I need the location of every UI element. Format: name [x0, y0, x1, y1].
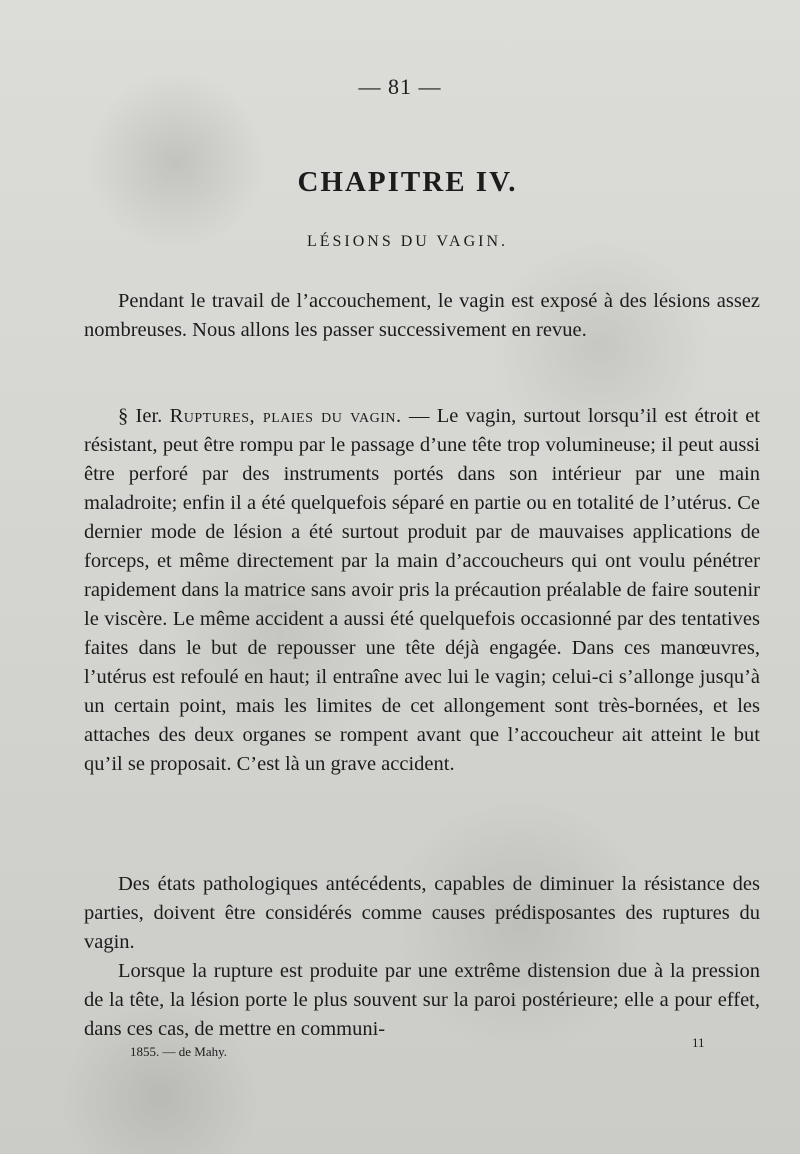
paragraph-2-body: — Le vagin, surtout lorsqu’il est étroit et résistant, peut être rompu par le passage d’une tête trop volumineuse; il peut aussi être perforé par des instruments portés dans son intérieur par une main maladroite; enfin il a été quelquefois séparé en partie ou en totalité de l’utérus. Ce dernier mode de lésion a été surtout produit par de mauvaises applications de forceps, et même directement par la main d’accoucheurs qui ont voulu pénétrer rapidement dans la matrice sans avoir pris la précaution préalable de faire soutenir le viscère. Le même accident a aussi été quelquefois occasionné par des tentatives faites dans le but de repousser une tête déjà engagée. Dans ces manœuvres, l’utérus est refoulé en haut; il entraîne avec lui le vagin; celui-ci s’allonge jusqu’à un certain point, mais les limites de cet allongement sont très-bornées, et les attaches des deux organes se rompent avant que l’accoucheur ait atteint le but qu’il se proposait. C’est là un grave accident.: [84, 405, 760, 775]
page-number: — 81 —: [358, 74, 442, 99]
paragraph-3: [84, 870, 760, 957]
paragraph-3-text: Des états pathologiques antécédents, capables de diminuer la résistance des parties, doivent être considérés comme causes prédisposantes des ruptures du vagin.: [84, 873, 760, 953]
paragraph-4: [84, 957, 760, 1044]
paragraph-2: [84, 402, 760, 779]
section-title: LÉSIONS DU VAGIN.: [306, 233, 509, 250]
paragraph-1-text: Pendant le travail de l’accouchement, le vagin est exposé à des lésions assez nombreuses. Nous allons les passer successivement en revue.: [84, 290, 760, 341]
paragraph-2-text: [84, 402, 760, 779]
chapter-title: CHAPITRE IV.: [297, 166, 518, 198]
footer-sheet-number: 11: [692, 1035, 705, 1050]
subsection-heading: Ruptures, plaies du vagin.: [169, 405, 402, 427]
footer-signature: 1855. — de Mahy.: [130, 1044, 228, 1059]
paragraph-4-text: Lorsque la rupture est produite par une extrême distension due à la pression de la tête, la lésion porte le plus souvent sur la paroi postérieure; elle a pour effet, dans ces cas, de mettre en communi-: [84, 960, 760, 1040]
section-marker: § Ier.: [118, 405, 163, 427]
paragraph-1: [84, 287, 760, 345]
